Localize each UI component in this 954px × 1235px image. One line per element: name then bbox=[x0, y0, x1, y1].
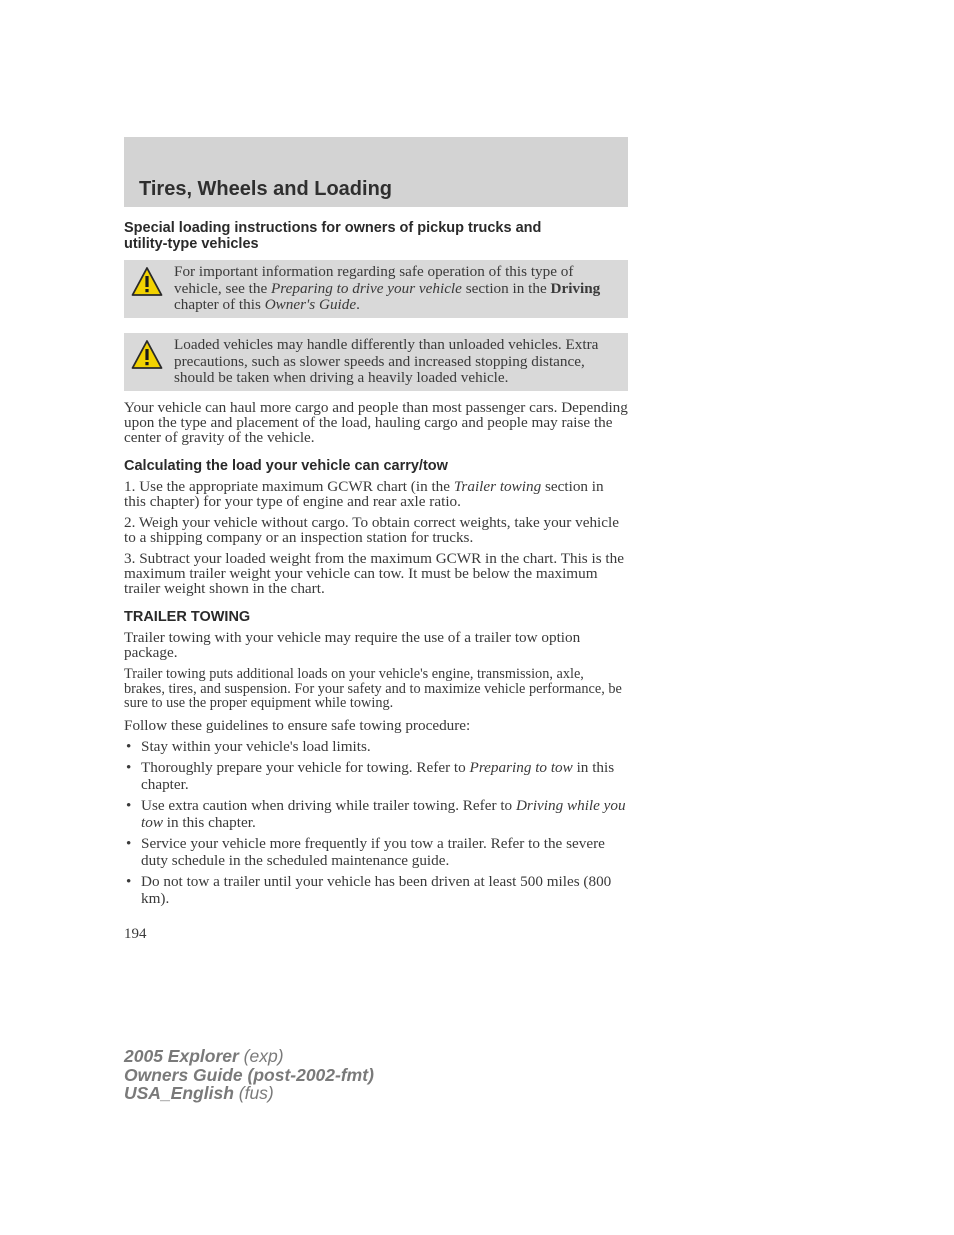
warning2-text: Loaded vehicles may handle differently than unloaded vehicles. Extra precautions, such as slower speeds and increased stopping distance, should be taken when driving a heavily loaded vehicle. bbox=[174, 336, 599, 386]
warning-box-loaded-vehicles bbox=[124, 333, 628, 391]
calc-heading: Calculating the load your vehicle can carry/tow bbox=[124, 458, 448, 474]
footer-model-code: (exp) bbox=[238, 1046, 284, 1066]
bullet-text: Use extra caution when driving while trailer towing. Refer to bbox=[141, 797, 516, 814]
section-title bbox=[124, 221, 628, 252]
bullet-text: Do not tow a trailer until your vehicle has been driven at least 500 miles (800 km). bbox=[141, 873, 612, 907]
warning1-text-1: For important information regarding safe operation of this type of vehicle, see the bbox=[174, 263, 574, 297]
chapter-header-band bbox=[124, 137, 628, 207]
bullet-ref-preparing-to-tow: Preparing to tow bbox=[469, 759, 573, 776]
bullet-icon: • bbox=[126, 873, 132, 890]
calc-step-3: 3. Subtract your loaded weight from the maximum GCWR in the chart. This is the maximum trailer weight your vehicle can tow. It must be below the maximum trailer weight shown in the chart. bbox=[124, 550, 624, 597]
step1-text-1: 1. Use the appropriate maximum GCWR chart (in the bbox=[124, 478, 454, 495]
footer-line-3 bbox=[124, 1084, 374, 1103]
warning1-driving-chapter: Driving bbox=[550, 279, 601, 297]
trailer-towing-heading: TRAILER TOWING bbox=[124, 609, 251, 625]
footer-model: 2005 Explorer bbox=[124, 1046, 239, 1066]
step1-text-2: section in this chapter) for your type of engine and rear axle ratio. bbox=[124, 478, 604, 510]
towing-guidelines-list bbox=[124, 739, 628, 908]
footer-guide: Owners Guide (post-2002-fmt) bbox=[124, 1064, 374, 1085]
warning1-text-3: chapter of this bbox=[174, 296, 265, 313]
bullet-text: Thoroughly prepare your vehicle for towing. Refer to bbox=[141, 759, 470, 776]
warning-box-safe-operation bbox=[124, 260, 628, 318]
footer-language: USA_English bbox=[124, 1083, 234, 1103]
bullet-ref-driving-while-you-tow: Driving while you tow bbox=[141, 797, 626, 831]
bullet-text: Stay within your vehicle's load limits. bbox=[141, 737, 371, 755]
bullet-text: Service your vehicle more frequently if you tow a trailer. Refer to the severe duty schedule in the scheduled maintenance guide. bbox=[141, 835, 605, 869]
list-item bbox=[124, 836, 628, 869]
bullet-icon: • bbox=[126, 759, 132, 776]
page-content bbox=[124, 221, 628, 907]
list-item bbox=[124, 874, 628, 907]
document-footer bbox=[124, 1047, 374, 1103]
list-item bbox=[124, 798, 628, 831]
trailer-paragraph-1: Trailer towing with your vehicle may require the use of a trailer tow option package. bbox=[124, 629, 581, 661]
warning1-owners-guide: Owner's Guide bbox=[264, 296, 357, 313]
calc-step-2: 2. Weigh your vehicle without cargo. To obtain correct weights, take your vehicle to a shipping company or an inspection station for trucks. bbox=[124, 514, 619, 546]
chapter-title: Tires, Wheels and Loading bbox=[139, 178, 393, 200]
warning1-text-2: section in the bbox=[461, 279, 551, 297]
bullet-icon: • bbox=[126, 737, 132, 755]
bullet-text: in this chapter. bbox=[141, 759, 615, 793]
bullet-icon: • bbox=[126, 797, 132, 814]
intro-paragraph: Your vehicle can haul more cargo and people than most passenger cars. Depending upon the type and placement of the load, hauling cargo and people may raise the center of gravity of the vehicle. bbox=[124, 399, 628, 446]
list-item bbox=[124, 760, 628, 793]
warning1-text-4: . bbox=[356, 296, 360, 313]
calc-step-1 bbox=[124, 479, 628, 509]
trailer-paragraph-3: Follow these guidelines to ensure safe towing procedure: bbox=[124, 716, 471, 734]
footer-language-code: (fus) bbox=[233, 1083, 274, 1103]
section-title-line2: utility-type vehicles bbox=[124, 235, 259, 252]
warning-triangle-icon bbox=[131, 266, 163, 298]
trailer-paragraph-2: Trailer towing puts additional loads on your vehicle's engine, transmission, axle, brakes, tires, and suspension. For your safety and to maximize vehicle performance, be sure to use the proper equipment while towing. bbox=[124, 666, 622, 711]
section-title-line1: Special loading instructions for owners of pickup trucks and bbox=[124, 220, 542, 236]
page-number: 194 bbox=[124, 926, 147, 942]
bullet-text: in this chapter. bbox=[162, 813, 256, 831]
list-item bbox=[124, 739, 628, 756]
warning-triangle-icon bbox=[131, 339, 163, 371]
warning1-link-preparing-to-drive: Preparing to drive your vehicle bbox=[270, 279, 462, 297]
footer-line-1 bbox=[124, 1047, 374, 1066]
footer-line-2 bbox=[124, 1066, 374, 1085]
bullet-icon: • bbox=[126, 835, 132, 852]
step1-trailer-towing-ref: Trailer towing bbox=[453, 478, 542, 495]
